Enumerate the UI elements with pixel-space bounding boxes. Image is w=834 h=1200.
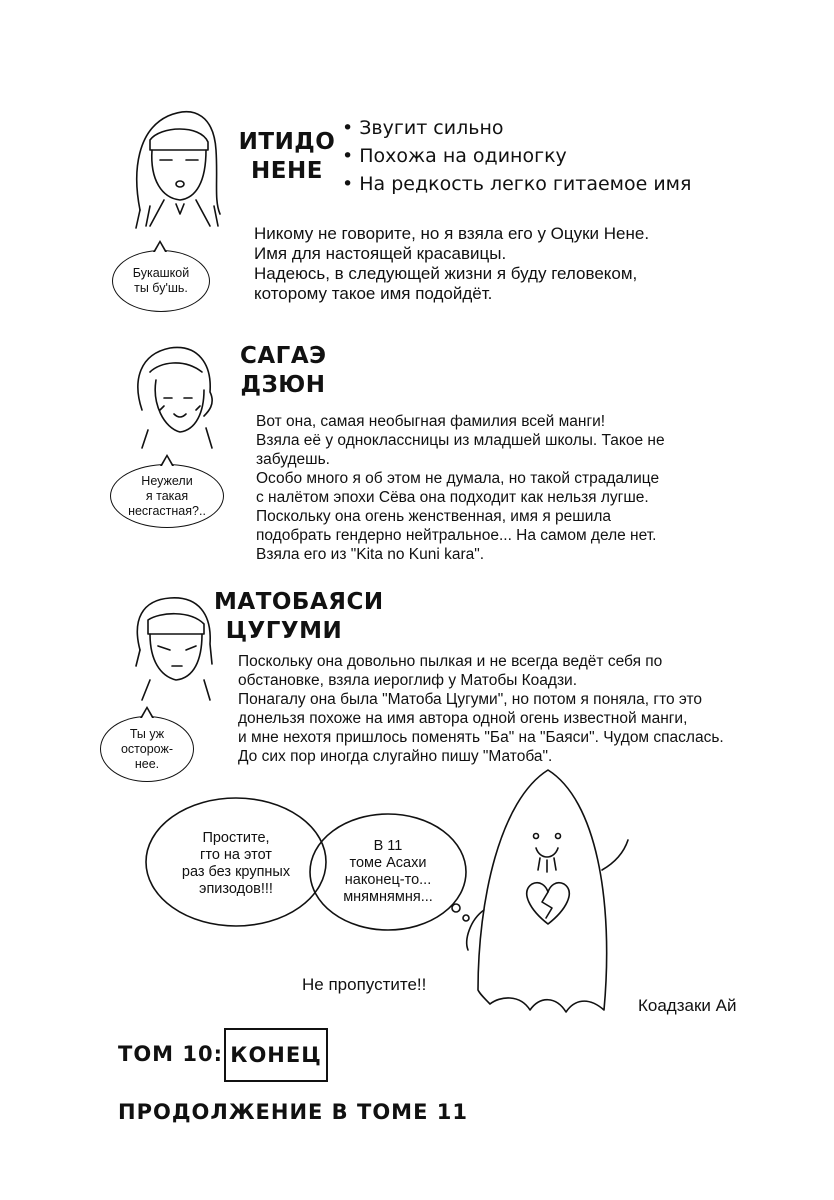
tsugumi-name-line-2: ЦУГУМИ	[225, 618, 343, 644]
tsugumi-name-line-1: МАТОБАЯСИ	[214, 589, 384, 615]
author-signature: Коадзаки Ай	[638, 996, 737, 1015]
dzyun-description: Вот она, самая необыгная фамилия всей манги! Взяла её у одноклассницы из младшей школы. Такое не забудешь. Особо много я об этом не думала, но такой страдалице с налётом эпохи Сёва она подходит как нельзя лугше. Поскольку она огень женственная, имя я решила подобрать гендерно нейтральное... На самом деле нет. Взяла его из "Kita no Kuni kara".	[256, 413, 665, 563]
tsugumi-description: Поскольку она довольно пылкая и не всегда ведёт себя по обстановке, взяла иероглиф у Матобы Коадзи. Понагалу она была "Матоба Цугуми", но потом я поняла, гто это донельзя похоже на имя автора одной огень известной манги, и мне нехотя пришлось поменять "Ба" на "Баяси". Чудом спаслась. До сих пор иногда слугайно пишу "Матоба".	[238, 653, 724, 765]
dzyun-speech-bubble: Неужели я такая несгастная?..	[110, 464, 224, 528]
nene-speech-bubble: Букашкой ты бу'шь.	[112, 250, 210, 312]
volume-label: ТОМ 10:	[118, 1042, 224, 1066]
dzyun-name-line-2: ДЗЮН	[240, 372, 326, 398]
cloud-left-text: Простите, гто на этот раз без крупных эпизодов!!!	[181, 830, 291, 897]
nene-bullet: • Звугит сильно	[342, 114, 691, 142]
dzyun-name-line-1: САГАЭ	[240, 343, 327, 369]
dont-miss-text: Не пропустите!!	[302, 975, 427, 994]
nene-bullet: • Похожа на одиногку	[342, 142, 691, 170]
cloud-right-text: В 11 томе Асахи наконец-то... мнямнямня...	[343, 838, 433, 905]
nene-name-line-1: ИТИДО	[238, 129, 336, 155]
nene-bullet: • На редкость легко гитаемое имя	[342, 170, 691, 198]
continuation-notice: ПРОДОЛЖЕНИЕ В ТОМЕ 11	[118, 1100, 468, 1124]
end-label-box	[224, 1028, 328, 1082]
nene-description: Никому не говорите, но я взяла его у Оцуки Нене. Имя для настоящей красавицы. Надеюсь, в следующей жизни я буду геловеком, которому такое имя подойдёт.	[254, 224, 650, 303]
nene-name-line-2: НЕНЕ	[251, 158, 323, 184]
end-label: КОНЕЦ	[230, 1043, 322, 1067]
tsugumi-speech-bubble: Ты уж осторож- нее.	[100, 716, 194, 782]
